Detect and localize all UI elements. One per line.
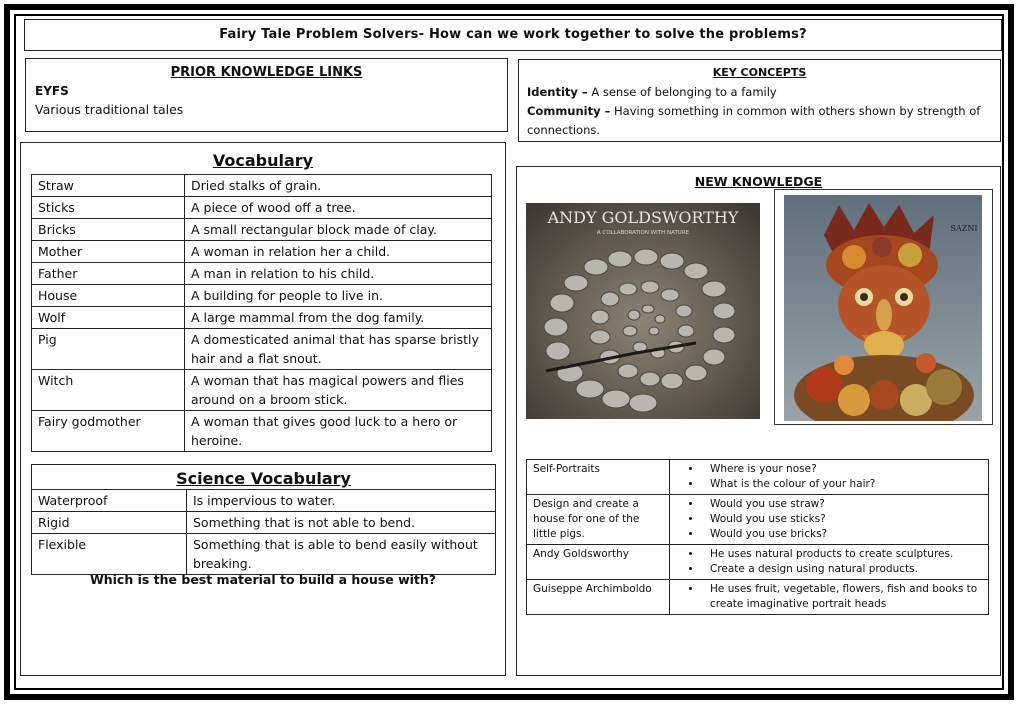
topic-cell: Self-Portraits bbox=[527, 460, 670, 495]
vocab-word: Sticks bbox=[32, 197, 185, 219]
topic-cell: Andy Goldsworthy bbox=[527, 545, 670, 580]
topic-cell: Guiseppe Archimboldo bbox=[527, 580, 670, 615]
vocab-word: House bbox=[32, 285, 185, 307]
vocab-definition: A woman in relation her a child. bbox=[185, 241, 492, 263]
vocab-word: Bricks bbox=[32, 219, 185, 241]
vocab-word: Witch bbox=[32, 370, 185, 411]
vocab-definition: A building for people to live in. bbox=[185, 285, 492, 307]
science-word: Flexible bbox=[32, 534, 187, 575]
fruit-portrait-image bbox=[784, 195, 982, 421]
vocab-word: Father bbox=[32, 263, 185, 285]
science-definition: Something that is not able to bend. bbox=[187, 512, 496, 534]
list-item: • Would you use sticks? bbox=[702, 512, 982, 527]
table-row bbox=[32, 307, 492, 329]
vocab-definition: A woman that gives good luck to a hero or heroine. bbox=[185, 411, 492, 452]
table-row bbox=[32, 241, 492, 263]
table-row bbox=[32, 263, 492, 285]
concept-definition: Having something in common with others shown by strength of connections. bbox=[527, 104, 981, 137]
science-vocabulary-heading: Science Vocabulary bbox=[31, 464, 496, 489]
vocab-definition: A man in relation to his child. bbox=[185, 263, 492, 285]
list-item: • He uses natural products to create sculptures. bbox=[702, 547, 982, 562]
new-knowledge-heading: NEW KNOWLEDGE bbox=[694, 174, 823, 189]
table-row bbox=[32, 370, 492, 411]
science-definition: Something that is able to bend easily without breaking. bbox=[187, 534, 496, 575]
vocab-definition: A domesticated animal that has sparse bristly hair and a flat snout. bbox=[185, 329, 492, 370]
vocabulary-heading: Vocabulary bbox=[212, 151, 314, 170]
prior-knowledge-box bbox=[25, 58, 508, 132]
vocab-definition: Dried stalks of grain. bbox=[185, 175, 492, 197]
vocab-word: Pig bbox=[32, 329, 185, 370]
science-question: Which is the best material to build a house with? bbox=[89, 572, 437, 587]
table-row bbox=[32, 512, 496, 534]
prior-knowledge-heading: PRIOR KNOWLEDGE LINKS bbox=[170, 65, 363, 80]
table-row bbox=[32, 411, 492, 452]
concept-definition: A sense of belonging to a family bbox=[587, 85, 777, 99]
science-vocabulary-box bbox=[31, 464, 496, 570]
list-item: • Where is your nose? bbox=[702, 462, 982, 477]
table-row bbox=[32, 285, 492, 307]
points-cell bbox=[670, 545, 989, 580]
book-subtitle: A COLLABORATION WITH NATURE bbox=[596, 230, 690, 236]
science-vocabulary-table bbox=[31, 489, 496, 575]
new-knowledge-panel bbox=[516, 166, 1001, 676]
painting-signature: SAZNI bbox=[950, 224, 978, 233]
vocabulary-panel bbox=[20, 142, 506, 676]
concept-item bbox=[527, 83, 992, 102]
list-item: • He uses fruit, vegetable, flowers, fish and books to create imaginative portrait heads bbox=[702, 582, 982, 612]
list-item: • Create a design using natural products. bbox=[702, 562, 982, 577]
table-row bbox=[32, 219, 492, 241]
prior-knowledge-subheading: EYFS bbox=[35, 84, 69, 98]
science-definition: Is impervious to water. bbox=[187, 490, 496, 512]
vocab-word: Wolf bbox=[32, 307, 185, 329]
page-title: Fairy Tale Problem Solvers- How can we work together to solve the problems? bbox=[24, 19, 1002, 51]
andy-goldsworthy-book-cover-image bbox=[526, 203, 760, 419]
table-row bbox=[32, 534, 496, 575]
vocab-definition: A woman that has magical powers and flies around on a broom stick. bbox=[185, 370, 492, 411]
table-row bbox=[32, 197, 492, 219]
prior-knowledge-text: Various traditional tales bbox=[35, 102, 184, 117]
vocab-definition: A large mammal from the dog family. bbox=[185, 307, 492, 329]
points-cell bbox=[670, 580, 989, 615]
vocab-word: Fairy godmother bbox=[32, 411, 185, 452]
concept-term: Community – bbox=[527, 104, 611, 118]
concept-term: Identity – bbox=[527, 85, 588, 99]
list-item: • Would you use bricks? bbox=[702, 527, 982, 542]
topic-cell: Design and create a house for one of the little pigs. bbox=[527, 495, 670, 545]
table-row bbox=[527, 495, 989, 545]
stone-spiral-image bbox=[526, 203, 760, 419]
book-title: ANDY GOLDSWORTHY bbox=[547, 208, 739, 227]
archimboldo-painting-image bbox=[784, 195, 982, 421]
table-row bbox=[527, 460, 989, 495]
science-word: Waterproof bbox=[32, 490, 187, 512]
painting-frame bbox=[774, 189, 993, 425]
key-concepts-heading: KEY CONCEPTS bbox=[712, 66, 807, 79]
table-row bbox=[32, 175, 492, 197]
table-row bbox=[32, 490, 496, 512]
concept-item bbox=[527, 102, 992, 140]
vocab-word: Straw bbox=[32, 175, 185, 197]
points-cell bbox=[670, 495, 989, 545]
key-concepts-box bbox=[518, 59, 1001, 142]
vocabulary-table bbox=[31, 174, 492, 452]
table-row bbox=[527, 545, 989, 580]
vocab-definition: A piece of wood off a tree. bbox=[185, 197, 492, 219]
vocab-word: Mother bbox=[32, 241, 185, 263]
table-row bbox=[32, 329, 492, 370]
vocab-definition: A small rectangular block made of clay. bbox=[185, 219, 492, 241]
table-row bbox=[527, 580, 989, 615]
science-word: Rigid bbox=[32, 512, 187, 534]
new-knowledge-table bbox=[526, 459, 989, 615]
list-item: • What is the colour of your hair? bbox=[702, 477, 982, 492]
points-cell bbox=[670, 460, 989, 495]
list-item: • Would you use straw? bbox=[702, 497, 982, 512]
